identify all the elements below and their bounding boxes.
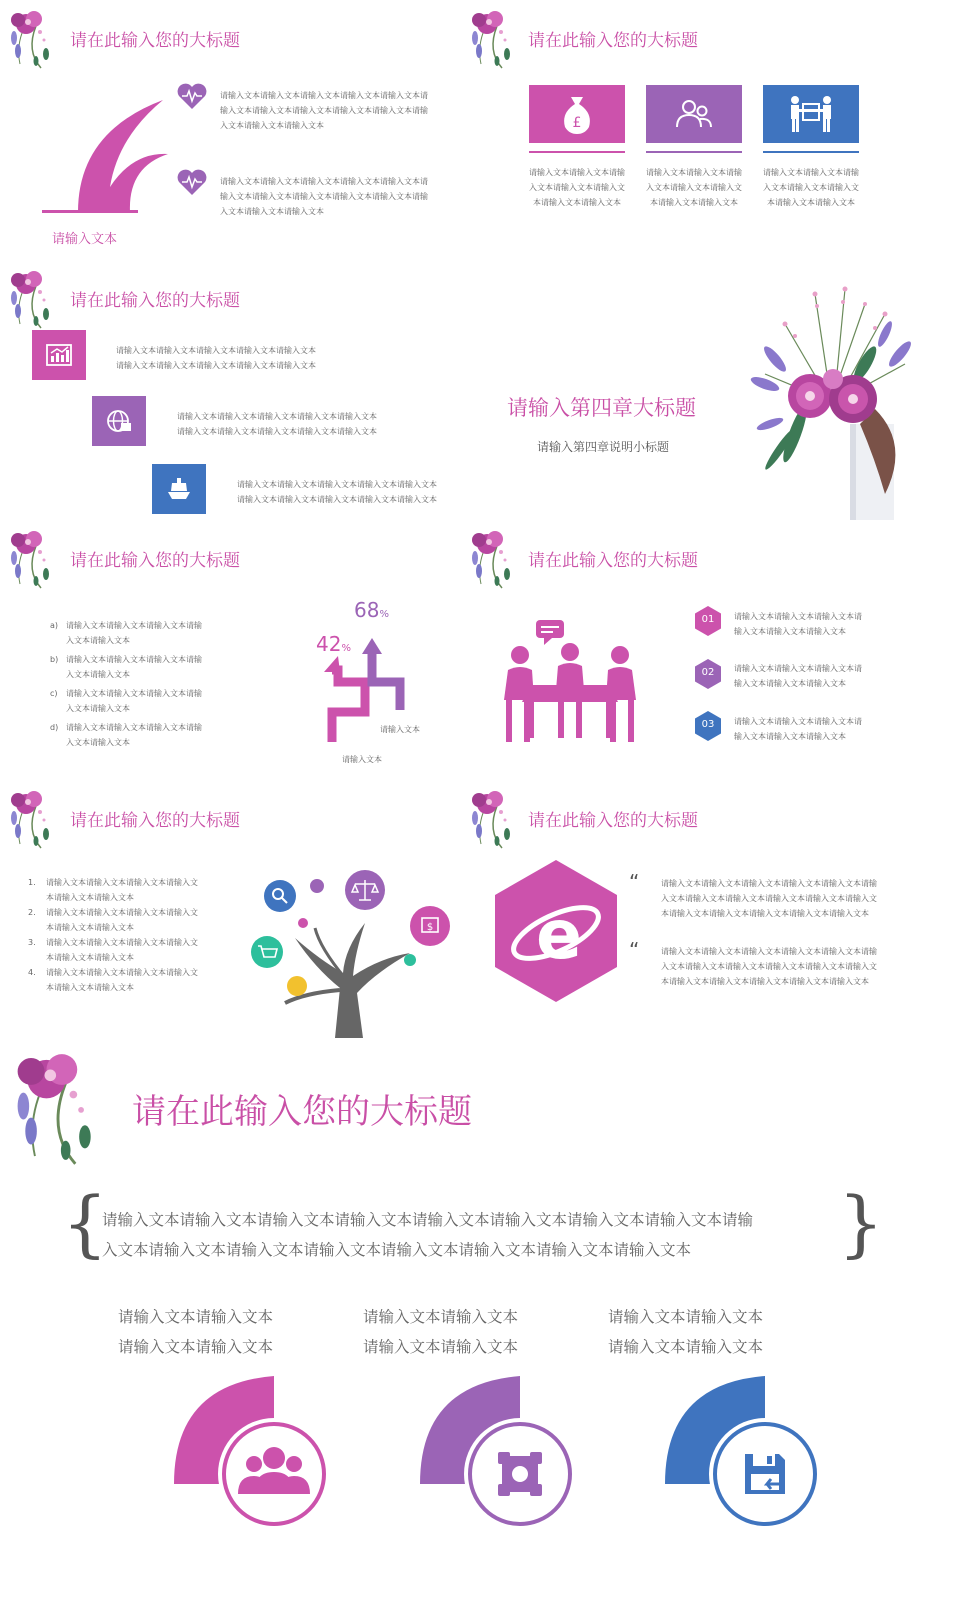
flower-icon xyxy=(467,786,519,852)
slide-9 xyxy=(0,1040,930,1620)
row-line-2: 请输入文本请输入文本请输入文本请输入文本请输入文本 xyxy=(237,495,437,504)
column-line: 请输入文本请输入文本 xyxy=(118,1308,274,1326)
column-line: 请输入文本请输入文本 xyxy=(118,1338,274,1356)
slide-title: 请在此输入您的大标题 xyxy=(528,811,698,831)
idea-tree-graphic xyxy=(245,868,460,1038)
chart-icon xyxy=(45,343,73,367)
column-line: 请输入文本请输入文本 xyxy=(363,1308,519,1326)
quote-line: 本请输入文本请输入文本请输入文本请输入文本请输入文本 xyxy=(661,977,869,986)
percent-68 xyxy=(354,598,389,622)
list-mark: 3. xyxy=(28,938,36,947)
quote-block xyxy=(661,876,901,921)
percent-unit: % xyxy=(341,643,351,654)
brace-text xyxy=(102,1205,753,1265)
meeting-icon xyxy=(500,620,640,748)
row-icon-box xyxy=(152,464,206,514)
heart-pulse-icon xyxy=(176,82,208,110)
badge-number: 01 xyxy=(701,614,715,625)
row-line-2: 请输入文本请输入文本请输入文本请输入文本请输入文本 xyxy=(116,361,316,370)
brace-line: 入文本请输入文本请输入文本请输入文本请输入文本请输入文本请输入文本请输入文本 xyxy=(102,1241,692,1259)
svg-text:$: $ xyxy=(426,922,434,933)
list-line-1: 请输入文本请输入文本请输入文本请输 xyxy=(66,689,202,698)
quote-line: 本请输入文本请输入文本请输入文本请输入文本请输入文本 xyxy=(661,909,869,918)
list-line-1: 请输入文本请输入文本请输入文本请输入文 xyxy=(46,908,198,917)
slide-title: 请在此输入您的大标题 xyxy=(70,551,240,571)
globe-icon xyxy=(105,408,133,434)
quote-line: 入文本请输入文本请输入文本请输入文本请输入文本请输入文 xyxy=(661,894,877,903)
list-mark: 1. xyxy=(28,878,36,887)
paragraph-2: 请输入文本请输入文本请输入文本请输入文本请输入文本请输入文本请输入文本请输入文本请输入文本请输入文本请输入文本请输入文本请输入文本 xyxy=(220,177,428,216)
save-icon xyxy=(745,1454,785,1494)
list-line-2: 本请输入文本请输入文本 xyxy=(46,923,134,932)
quote-line: 请输入文本请输入文本请输入文本请输入文本请输入文本请输 xyxy=(661,947,877,956)
list-line-1: 请输入文本请输入文本请输入文本请输 xyxy=(66,621,202,630)
list-line-2: 本请输入文本请输入文本 xyxy=(46,983,134,992)
list-line-2: 入文本请输入文本 xyxy=(66,636,130,645)
list-line-1: 请输入文本请输入文本请输入文本请输 xyxy=(66,655,202,664)
list-item xyxy=(28,965,228,995)
flower-icon xyxy=(8,1044,108,1172)
flower-icon xyxy=(6,786,58,852)
left-brace: { xyxy=(62,1181,108,1265)
card-divider xyxy=(646,151,742,153)
list-mark: b) xyxy=(50,655,59,664)
list-item xyxy=(50,652,240,682)
chapter-title: 请输入第四章大标题 xyxy=(507,396,696,420)
flower-icon xyxy=(6,526,58,592)
list-line-2: 入文本请输入文本 xyxy=(66,704,130,713)
list-mark: a) xyxy=(50,621,59,630)
column-line: 请输入文本请输入文本 xyxy=(608,1338,764,1356)
row-line-2: 请输入文本请输入文本请输入文本请输入文本请输入文本 xyxy=(177,427,377,436)
slide-3 xyxy=(0,260,465,515)
team-badge xyxy=(172,1374,342,1534)
slide-title: 请在此输入您的大标题 xyxy=(70,31,240,51)
card-divider xyxy=(763,151,859,153)
quote-icon: “ xyxy=(629,938,640,962)
card-icon-box xyxy=(529,85,625,143)
quote-line: 请输入文本请输入文本请输入文本请输入文本请输入文本请输 xyxy=(661,879,877,888)
column-text xyxy=(363,1302,518,1362)
ship-icon xyxy=(166,476,192,502)
gear-badge xyxy=(418,1374,588,1534)
list-item xyxy=(28,905,228,935)
row-line-1: 请输入文本请输入文本请输入文本请输入文本请输入文本 xyxy=(116,346,316,355)
slide-4 xyxy=(465,260,930,522)
item-line-1: 请输入文本请输入文本请输入文本请 xyxy=(734,664,862,673)
users-icon xyxy=(674,97,714,131)
step-label: 请输入文本 xyxy=(342,755,382,764)
list-item xyxy=(28,935,228,965)
item-line-1: 请输入文本请输入文本请输入文本请 xyxy=(734,717,862,726)
list-line-1: 请输入文本请输入文本请输入文本请输入文 xyxy=(46,938,198,947)
column-text xyxy=(608,1302,763,1362)
svg-text:e: e xyxy=(535,896,583,975)
slide-title: 请在此输入您的大标题 xyxy=(70,291,240,311)
svg-text:£: £ xyxy=(572,115,582,131)
slide-2 xyxy=(465,0,930,255)
card-icon-box xyxy=(646,85,742,143)
list-mark: 2. xyxy=(28,908,36,917)
money-bag-icon xyxy=(557,93,597,135)
row-line-1: 请输入文本请输入文本请输入文本请输入文本请输入文本 xyxy=(237,480,437,489)
quote-block xyxy=(661,944,901,989)
card-text: 请输入文本请输入文本请输入文本请输入文本请输入文本请输入文本请输入文本 xyxy=(763,168,859,207)
card-icon-box xyxy=(763,85,859,143)
card-divider xyxy=(529,151,625,153)
list-line-1: 请输入文本请输入文本请输入文本请输入文 xyxy=(46,878,198,887)
item-line-2: 输入文本请输入文本请输入文本 xyxy=(734,679,846,688)
list-line-2: 本请输入文本请输入文本 xyxy=(46,893,134,902)
list-line-1: 请输入文本请输入文本请输入文本请输入文 xyxy=(46,968,198,977)
row-icon-box xyxy=(92,396,146,446)
list-item xyxy=(50,618,240,648)
delivery-icon xyxy=(787,94,835,134)
percent-value: 68 xyxy=(354,598,380,622)
right-brace: } xyxy=(838,1181,884,1265)
percent-value: 42 xyxy=(316,632,342,656)
badge-number: 02 xyxy=(701,667,715,678)
bouquet-icon xyxy=(735,284,925,522)
save-badge xyxy=(663,1374,833,1534)
card-text: 请输入文本请输入文本请输入文本请输入文本请输入文本请输入文本请输入文本 xyxy=(646,168,742,207)
slide-6 xyxy=(465,520,930,778)
badge-number: 03 xyxy=(701,719,715,730)
item-line-2: 输入文本请输入文本请输入文本 xyxy=(734,732,846,741)
row-line-1: 请输入文本请输入文本请输入文本请输入文本请输入文本 xyxy=(177,412,377,421)
column-line: 请输入文本请输入文本 xyxy=(608,1308,764,1326)
list-item xyxy=(28,875,228,905)
slide-title: 请在此输入您的大标题 xyxy=(528,551,698,571)
slide-1 xyxy=(0,0,465,255)
list-line-1: 请输入文本请输入文本请输入文本请输 xyxy=(66,723,202,732)
brace-line: 请输入文本请输入文本请输入文本请输入文本请输入文本请输入文本请输入文本请输入文本请输 xyxy=(102,1211,754,1229)
caption: 请输入文本 xyxy=(52,232,118,247)
percent-42 xyxy=(316,632,351,656)
slide-title: 请在此输入您的大标题 xyxy=(70,811,240,831)
browser-e-icon xyxy=(491,858,621,1004)
item-line-2: 输入文本请输入文本请输入文本 xyxy=(734,627,846,636)
step-label: 请输入文本 xyxy=(380,725,420,734)
flower-icon xyxy=(6,6,58,72)
percent-unit: % xyxy=(379,609,389,620)
column-text xyxy=(118,1302,273,1362)
slide-title: 请在此输入您的大标题 xyxy=(528,31,698,51)
slide-7 xyxy=(0,780,465,1038)
quote-line: 入文本请输入文本请输入文本请输入文本请输入文本请输入文 xyxy=(661,962,877,971)
heart-pulse-icon xyxy=(176,168,208,196)
list-line-2: 入文本请输入文本 xyxy=(66,670,130,679)
list-mark: c) xyxy=(50,689,58,698)
list-mark: d) xyxy=(50,723,59,732)
slide-8 xyxy=(465,780,930,1038)
slide-5 xyxy=(0,520,465,778)
paragraph-1: 请输入文本请输入文本请输入文本请输入文本请输入文本请输入文本请输入文本请输入文本请输入文本请输入文本请输入文本请输入文本请输入文本 xyxy=(220,91,428,130)
flower-icon xyxy=(467,6,519,72)
flower-icon xyxy=(6,266,58,332)
row-icon-box xyxy=(32,330,86,380)
list-line-2: 入文本请输入文本 xyxy=(66,738,130,747)
growth-arrow-graphic xyxy=(38,92,178,222)
flower-icon xyxy=(467,526,519,592)
list-mark: 4. xyxy=(28,968,36,977)
list-item xyxy=(50,720,240,750)
chapter-subtitle: 请输入第四章说明小标题 xyxy=(537,440,670,454)
card-text: 请输入文本请输入文本请输入文本请输入文本请输入文本请输入文本请输入文本 xyxy=(529,168,625,207)
item-line-1: 请输入文本请输入文本请输入文本请 xyxy=(734,612,862,621)
list-item xyxy=(50,686,240,716)
slide-title: 请在此输入您的大标题 xyxy=(132,1092,472,1132)
list-line-2: 本请输入文本请输入文本 xyxy=(46,953,134,962)
column-line: 请输入文本请输入文本 xyxy=(363,1338,519,1356)
quote-icon: “ xyxy=(629,870,640,894)
